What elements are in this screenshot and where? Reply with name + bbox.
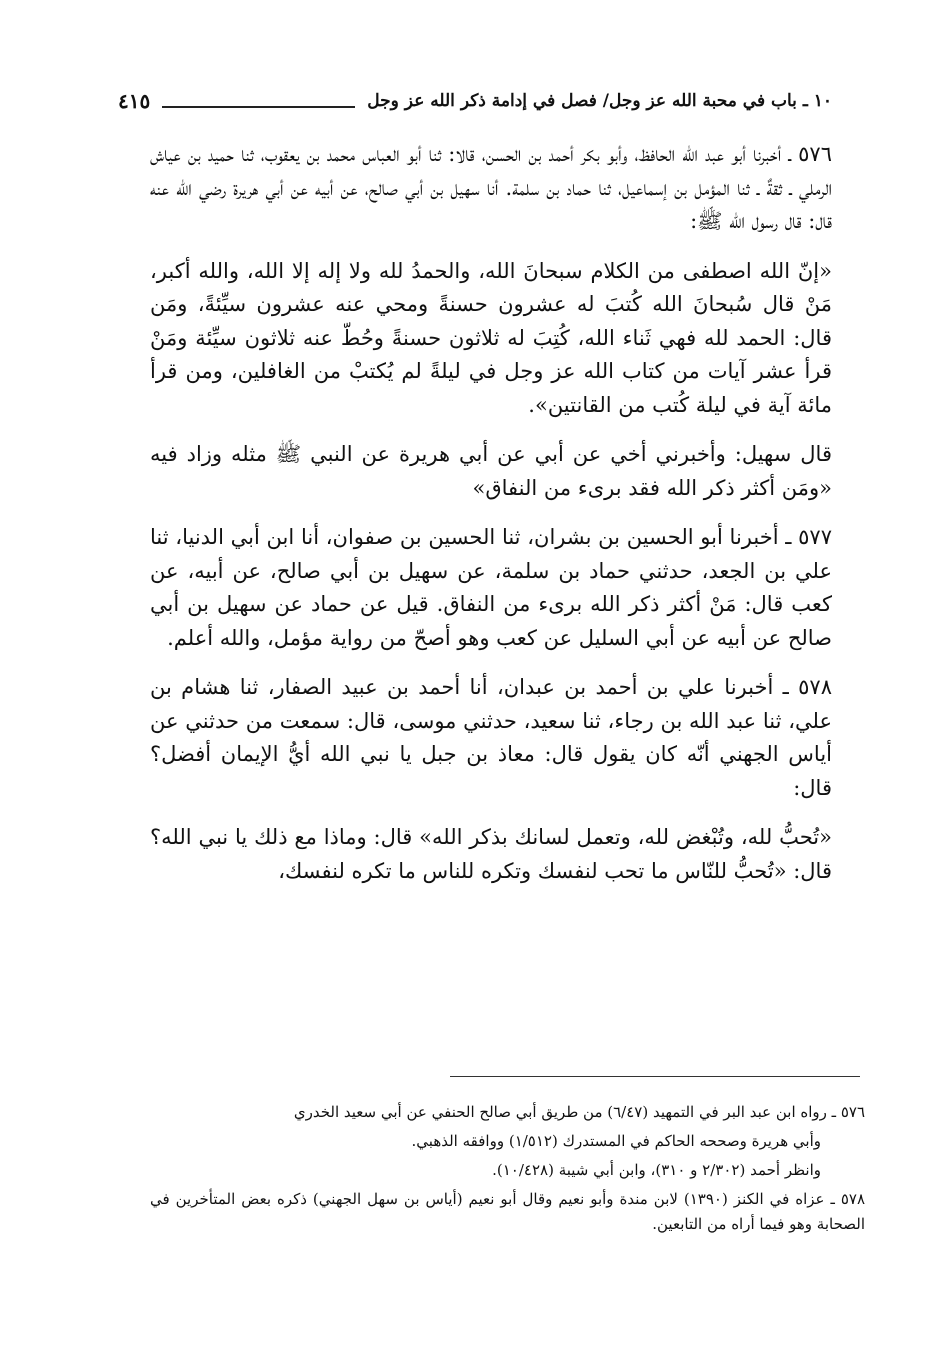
page-number: ٤١٥ xyxy=(118,89,151,113)
paragraph-suhail-addition: قال سهيل: وأخبرني أخي عن أبي عن أبي هريرة عن النبي ﷺ مثله وزاد فيه «ومَن أكثر ذكر الله فقد برىء من النفاق» xyxy=(150,442,832,500)
main-text xyxy=(150,138,832,904)
running-header xyxy=(118,84,832,118)
chapter-title: ١٠ ـ باب في محبة الله عز وجل/ فصل في إدامة ذكر الله عز وجل xyxy=(367,91,832,111)
paragraph-hadith-576: ٥٧٦ ـ أخبرنا أبو عبد الله الحافظ، وأبو بكر أحمد بن الحسن، قالا: ثنا أبو العباس محمد بن يعقوب، ثنا حميد بن عياش الرملي ـ ثقةٌ ـ ثنا المؤمل بن إسماعيل، ثنا حماد بن سلمة. أنا سهيل بن أبي صالح، عن أبيه عن أبي هريرة رضي الله عنه قال: قال رسول الله ﷺ: xyxy=(150,142,832,233)
paragraph-hadith-577: ٥٧٧ ـ أخبرنا أبو الحسين بن بشران، ثنا الحسين بن صفوان، أنا ابن أبي الدنيا، ثنا علي بن الجعد، حدثني حماد بن سلمة، عن سهيل بن أبي صالح، عن أبيه، عن كعب قال: مَنْ أكثر ذكر الله برىء من النفاق. قيل عن حماد عن سهيل بن أبي صالح عن أبيه عن أبي السليل عن كعب وهو أصحّ من رواية مؤمل، والله أعلم. xyxy=(150,525,832,650)
paragraph-hadith-578-matn: «تُحبُّ لله، وتُبْغض لله، وتعمل لسانك بذكر الله» قال: وماذا مع ذلك يا نبي الله؟ قال: «تُحبُّ للنّاس ما تحب لنفسك وتكره للناس ما تكره لنفسك، xyxy=(150,825,832,883)
footnote-576: ٥٧٦ ـ رواه ابن عبد البر في التمهيد (٦/٤٧) من طريق أبي صالح الحنفي عن أبي سعيد الخدري xyxy=(293,1103,865,1121)
footnote-578: ٥٧٨ ـ عزاه في الكنز (١٣٩٠) لابن مندة وأبو نعيم وقال أبو نعيم (أياس بن سهل الجهني) ذكره بعض المتأخرين في الصحابة وهو فيما أراه من التابعين. xyxy=(150,1190,865,1233)
header-rule xyxy=(162,106,355,108)
footnote-576-cont: وأبي هريرة وصححه الحاكم في المستدرك (١/٥١٢) ووافقه الذهبي. xyxy=(411,1132,821,1150)
footnotes xyxy=(150,1100,865,1241)
paragraph-hadith-576-matn: «إنّ الله اصطفى من الكلام سبحانَ الله، والحمدُ لله ولا إله إلا الله، والله أكبر، مَنْ قال سُبحانَ الله كُتبَ له عشرون حسنةً ومحي عنه عشرون سيِّئةً، ومَن قال: الحمد لله فهي ثَناء الله، كُتِبَ له ثلاثون حسنةً وحُطّ عنه ثلاثون سيِّئة ومَنْ قرأ عشر آيات من كتاب الله عز وجل في ليلةً لم يُكتبْ من الغافلين، ومن قرأ مائة آية في ليلة كُتب من القانتين». xyxy=(150,258,832,417)
footnote-576-ref: وانظر أحمد (٢/٣٠٢ و ٣١٠)، وابن أبي شيبة (١٠/٤٢٨). xyxy=(492,1161,821,1179)
footnote-separator xyxy=(450,1076,860,1077)
paragraph-hadith-578: ٥٧٨ ـ أخبرنا علي بن أحمد بن عبدان، أنا أحمد بن عبيد الصفار، ثنا هشام بن علي، ثنا عبد الله بن رجاء، ثنا سعيد، حدثني موسى، قال: سمعت من حدثني عن أياس الجهني أنّه كان يقول قال: معاذ بن جبل يا نبي الله أيُّ الإيمان أفضل؟ قال: xyxy=(150,675,832,800)
